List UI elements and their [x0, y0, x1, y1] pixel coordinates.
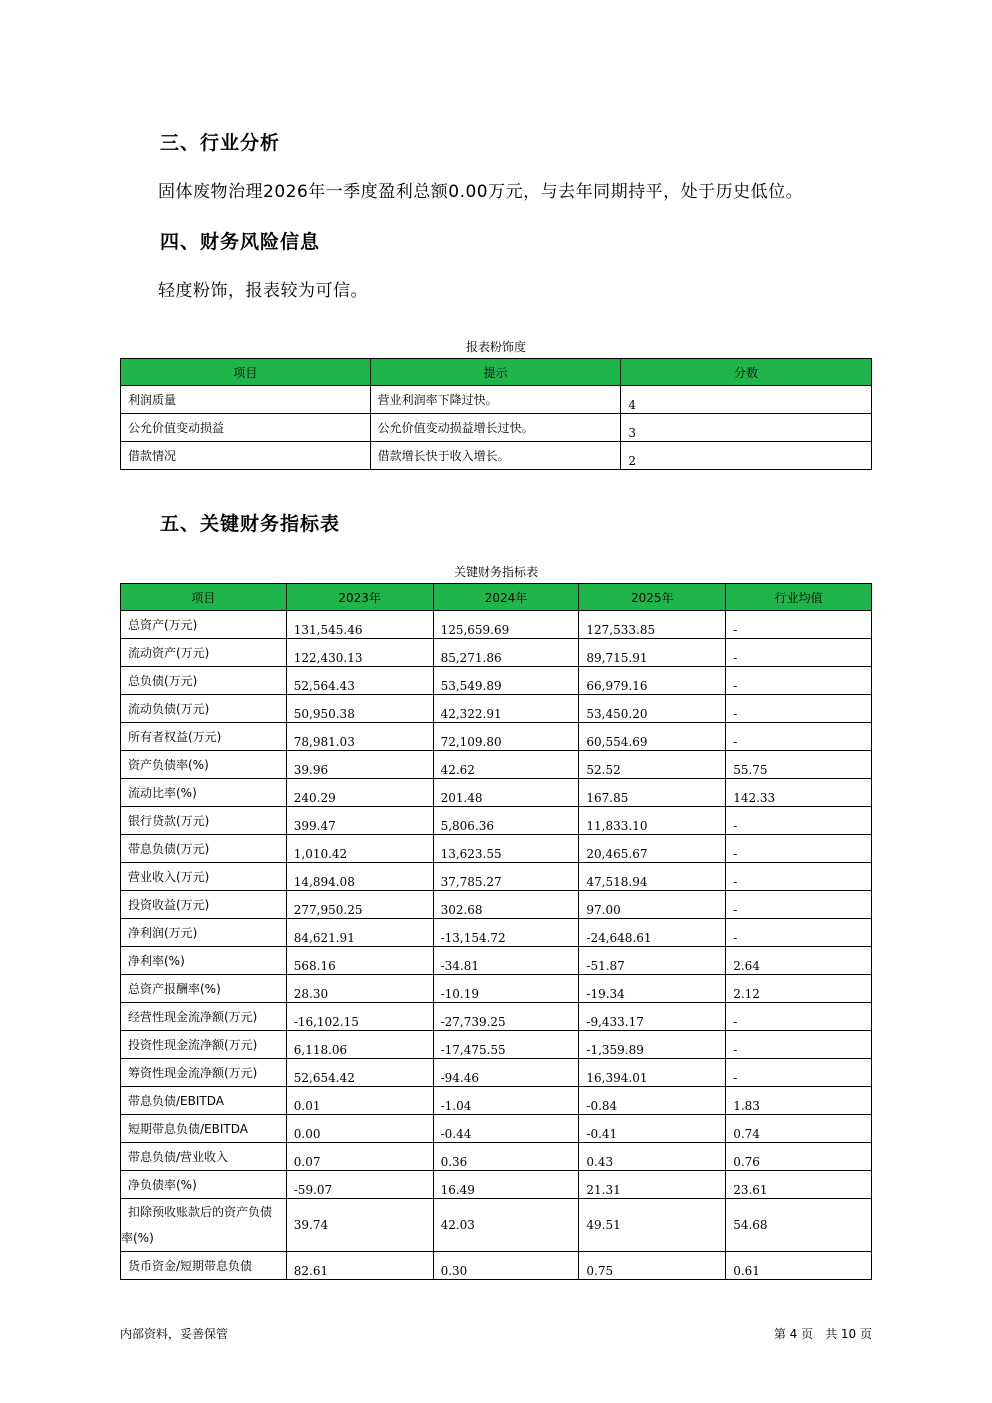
table2-cell: -: [726, 1059, 872, 1087]
table2-cell: 营业收入(万元): [121, 863, 287, 891]
table2-cell: 39.74: [286, 1199, 433, 1252]
table2-cell: 142.33: [726, 779, 872, 807]
table2-cell: 0.01: [286, 1087, 433, 1115]
table-row: [121, 975, 872, 1003]
table2-cell: 54.68: [726, 1199, 872, 1252]
table2-cell: 53,549.89: [433, 667, 579, 695]
table2-caption: 关键财务指标表: [453, 565, 538, 579]
table2-cell: 240.29: [286, 779, 433, 807]
table1-cell: 4: [621, 386, 872, 414]
table2-cell: 净利润(万元): [121, 919, 287, 947]
table2-cell: 0.75: [579, 1252, 726, 1280]
table2-cell: 经营性现金流净额(万元): [121, 1003, 287, 1031]
table1-header-cell: 分数: [621, 359, 872, 386]
table2-cell: 0.74: [726, 1115, 872, 1143]
table2-cell: -: [726, 835, 872, 863]
table-row: [121, 639, 872, 667]
section4-text: 轻度粉饰，报表较为可信。: [158, 281, 368, 301]
table-row: [121, 1003, 872, 1031]
table2-cell: 20,465.67: [579, 835, 726, 863]
footer-page-number: 第 4 页 共 10 页: [773, 1327, 872, 1341]
table2-cell: 14,894.08: [286, 863, 433, 891]
table2-cell: 0.76: [726, 1143, 872, 1171]
table2-cell: [121, 1199, 287, 1252]
table2-cell: 42.62: [433, 751, 579, 779]
table2-cell: 0.00: [286, 1115, 433, 1143]
table2-cell: 流动负债(万元): [121, 695, 287, 723]
table-row: [121, 1171, 872, 1199]
table2-cell: 总资产报酬率(%): [121, 975, 287, 1003]
table2-cell: 37,785.27: [433, 863, 579, 891]
table1-cell: 3: [621, 414, 872, 442]
table2-cell: 55.75: [726, 751, 872, 779]
table2-cell: -: [726, 695, 872, 723]
table-row: [121, 863, 872, 891]
table2-cell: 78,981.03: [286, 723, 433, 751]
table2-header-cell: 2024年: [433, 584, 579, 611]
table2-cell: 5,806.36: [433, 807, 579, 835]
table2-cell: 399.47: [286, 807, 433, 835]
table1-header-cell: 提示: [370, 359, 621, 386]
table2-cell: -34.81: [433, 947, 579, 975]
table1-cell: 营业利润率下降过快。: [370, 386, 621, 414]
section3-text: 固体废物治理2026年一季度盈利总额0.00万元，与去年同期持平，处于历史低位。: [158, 182, 804, 202]
table2-cell: 568.16: [286, 947, 433, 975]
table2-cell: 带息负债(万元): [121, 835, 287, 863]
table2-header-cell: 行业均值: [726, 584, 872, 611]
table2-cell: 66,979.16: [579, 667, 726, 695]
table2-cell: 127,533.85: [579, 611, 726, 639]
table2-cell: -: [726, 1003, 872, 1031]
table2-cell: 84,621.91: [286, 919, 433, 947]
table2-cell: 银行贷款(万元): [121, 807, 287, 835]
table-row: [121, 919, 872, 947]
table2-label-line: 扣除预收账款后的资产负债: [128, 1205, 273, 1219]
table-row: [121, 779, 872, 807]
table2-cell: 72,109.80: [433, 723, 579, 751]
table-row: [121, 1252, 872, 1280]
table2-cell: 总负债(万元): [121, 667, 287, 695]
table2-cell: 302.68: [433, 891, 579, 919]
table-row: [121, 723, 872, 751]
table2-cell: -: [726, 919, 872, 947]
table-row: [121, 1059, 872, 1087]
table2-cell: 52,564.43: [286, 667, 433, 695]
table2-cell: 52.52: [579, 751, 726, 779]
table2-cell: 60,554.69: [579, 723, 726, 751]
section4-heading: 四、财务风险信息: [160, 231, 321, 253]
table2-cell: -94.46: [433, 1059, 579, 1087]
table1-cell: 公允价值变动损益: [121, 414, 371, 442]
table2-cell: 1,010.42: [286, 835, 433, 863]
table2-cell: 总资产(万元): [121, 611, 287, 639]
table2-cell: 82.61: [286, 1252, 433, 1280]
table2-cell: 投资收益(万元): [121, 891, 287, 919]
table2-cell: 11,833.10: [579, 807, 726, 835]
table-row: [121, 695, 872, 723]
table2-cell: -17,475.55: [433, 1031, 579, 1059]
table2-cell: -: [726, 723, 872, 751]
table1-cell: 公允价值变动损益增长过快。: [370, 414, 621, 442]
table2-cell: -: [726, 807, 872, 835]
whitewash-table: [120, 358, 872, 470]
table2-cell: 0.07: [286, 1143, 433, 1171]
table1-cell: 借款增长快于收入增长。: [370, 442, 621, 470]
table2-cell: 21.31: [579, 1171, 726, 1199]
table2-cell: 净负债率(%): [121, 1171, 287, 1199]
table2-cell: -1.04: [433, 1087, 579, 1115]
table2-cell: 短期带息负债/EBITDA: [121, 1115, 287, 1143]
table2-cell: -51.87: [579, 947, 726, 975]
table-row: [121, 667, 872, 695]
table2-cell: 带息负债/营业收入: [121, 1143, 287, 1171]
table2-cell: 货币资金/短期带息负债: [121, 1252, 287, 1280]
table2-cell: -: [726, 611, 872, 639]
table2-cell: 167.85: [579, 779, 726, 807]
table2-cell: -13,154.72: [433, 919, 579, 947]
table2-header-cell: 2023年: [286, 584, 433, 611]
table2-cell: 6,118.06: [286, 1031, 433, 1059]
table-row: [121, 1199, 872, 1252]
table2-cell: 125,659.69: [433, 611, 579, 639]
table2-cell: -10.19: [433, 975, 579, 1003]
table2-cell: 47,518.94: [579, 863, 726, 891]
table2-cell: -9,433.17: [579, 1003, 726, 1031]
table2-cell: 流动比率(%): [121, 779, 287, 807]
table2-cell: 53,450.20: [579, 695, 726, 723]
table2-cell: -: [726, 863, 872, 891]
table2-cell: 16.49: [433, 1171, 579, 1199]
table2-cell: 2.12: [726, 975, 872, 1003]
table2-cell: 49.51: [579, 1199, 726, 1252]
table2-cell: 0.43: [579, 1143, 726, 1171]
table2-cell: 16,394.01: [579, 1059, 726, 1087]
table2-cell: 28.30: [286, 975, 433, 1003]
table2-cell: 投资性现金流净额(万元): [121, 1031, 287, 1059]
table1-cell: 借款情况: [121, 442, 371, 470]
table2-cell: -: [726, 639, 872, 667]
table2-cell: -19.34: [579, 975, 726, 1003]
table2-cell: -24,648.61: [579, 919, 726, 947]
table2-cell: -0.44: [433, 1115, 579, 1143]
table2-cell: -59.07: [286, 1171, 433, 1199]
table1-cell: 利润质量: [121, 386, 371, 414]
table-row: [121, 386, 872, 414]
section3-heading: 三、行业分析: [160, 132, 281, 154]
table2-cell: 筹资性现金流净额(万元): [121, 1059, 287, 1087]
key-financial-table: [120, 583, 872, 1280]
table-row: [121, 1143, 872, 1171]
table2-cell: 89,715.91: [579, 639, 726, 667]
table2-cell: 0.36: [433, 1143, 579, 1171]
table-row: [121, 751, 872, 779]
table2-header-cell: 项目: [121, 584, 287, 611]
table2-cell: 50,950.38: [286, 695, 433, 723]
table-row: [121, 947, 872, 975]
table-row: [121, 835, 872, 863]
table-row: [121, 807, 872, 835]
table2-cell: -0.84: [579, 1087, 726, 1115]
table2-cell: 122,430.13: [286, 639, 433, 667]
table2-cell: 资产负债率(%): [121, 751, 287, 779]
table2-cell: 带息负债/EBITDA: [121, 1087, 287, 1115]
table2-cell: 42.03: [433, 1199, 579, 1252]
table2-cell: 42,322.91: [433, 695, 579, 723]
table1-cell: 2: [621, 442, 872, 470]
table2-cell: -: [726, 1031, 872, 1059]
table2-label-line: 率(%): [121, 1231, 154, 1245]
table2-cell: 1.83: [726, 1087, 872, 1115]
table2-cell: 13,623.55: [433, 835, 579, 863]
table1-header-cell: 项目: [121, 359, 371, 386]
table1-caption: 报表粉饰度: [465, 340, 526, 354]
table-row: [121, 1087, 872, 1115]
section5-heading: 五、关键财务指标表: [160, 513, 341, 535]
table2-cell: -: [726, 891, 872, 919]
table2-cell: 流动资产(万元): [121, 639, 287, 667]
footer-confidential: 内部资料，妥善保管: [120, 1327, 229, 1341]
table2-cell: 39.96: [286, 751, 433, 779]
table2-header-cell: 2025年: [579, 584, 726, 611]
table2-cell: 201.48: [433, 779, 579, 807]
table2-cell: 97.00: [579, 891, 726, 919]
table-row: [121, 414, 872, 442]
table-row: [121, 442, 872, 470]
table2-cell: 0.61: [726, 1252, 872, 1280]
table2-cell: -27,739.25: [433, 1003, 579, 1031]
table2-cell: -1,359.89: [579, 1031, 726, 1059]
table-row: [121, 1031, 872, 1059]
table2-cell: -: [726, 667, 872, 695]
table-row: [121, 611, 872, 639]
table2-cell: 净利率(%): [121, 947, 287, 975]
table2-cell: 131,545.46: [286, 611, 433, 639]
table-row: [121, 1115, 872, 1143]
table2-cell: -16,102.15: [286, 1003, 433, 1031]
table-row: [121, 891, 872, 919]
table2-cell: 277,950.25: [286, 891, 433, 919]
table2-cell: 52,654.42: [286, 1059, 433, 1087]
table2-cell: 2.64: [726, 947, 872, 975]
table2-cell: 85,271.86: [433, 639, 579, 667]
table2-cell: 0.30: [433, 1252, 579, 1280]
table2-cell: -0.41: [579, 1115, 726, 1143]
table2-cell: 所有者权益(万元): [121, 723, 287, 751]
table2-cell: 23.61: [726, 1171, 872, 1199]
